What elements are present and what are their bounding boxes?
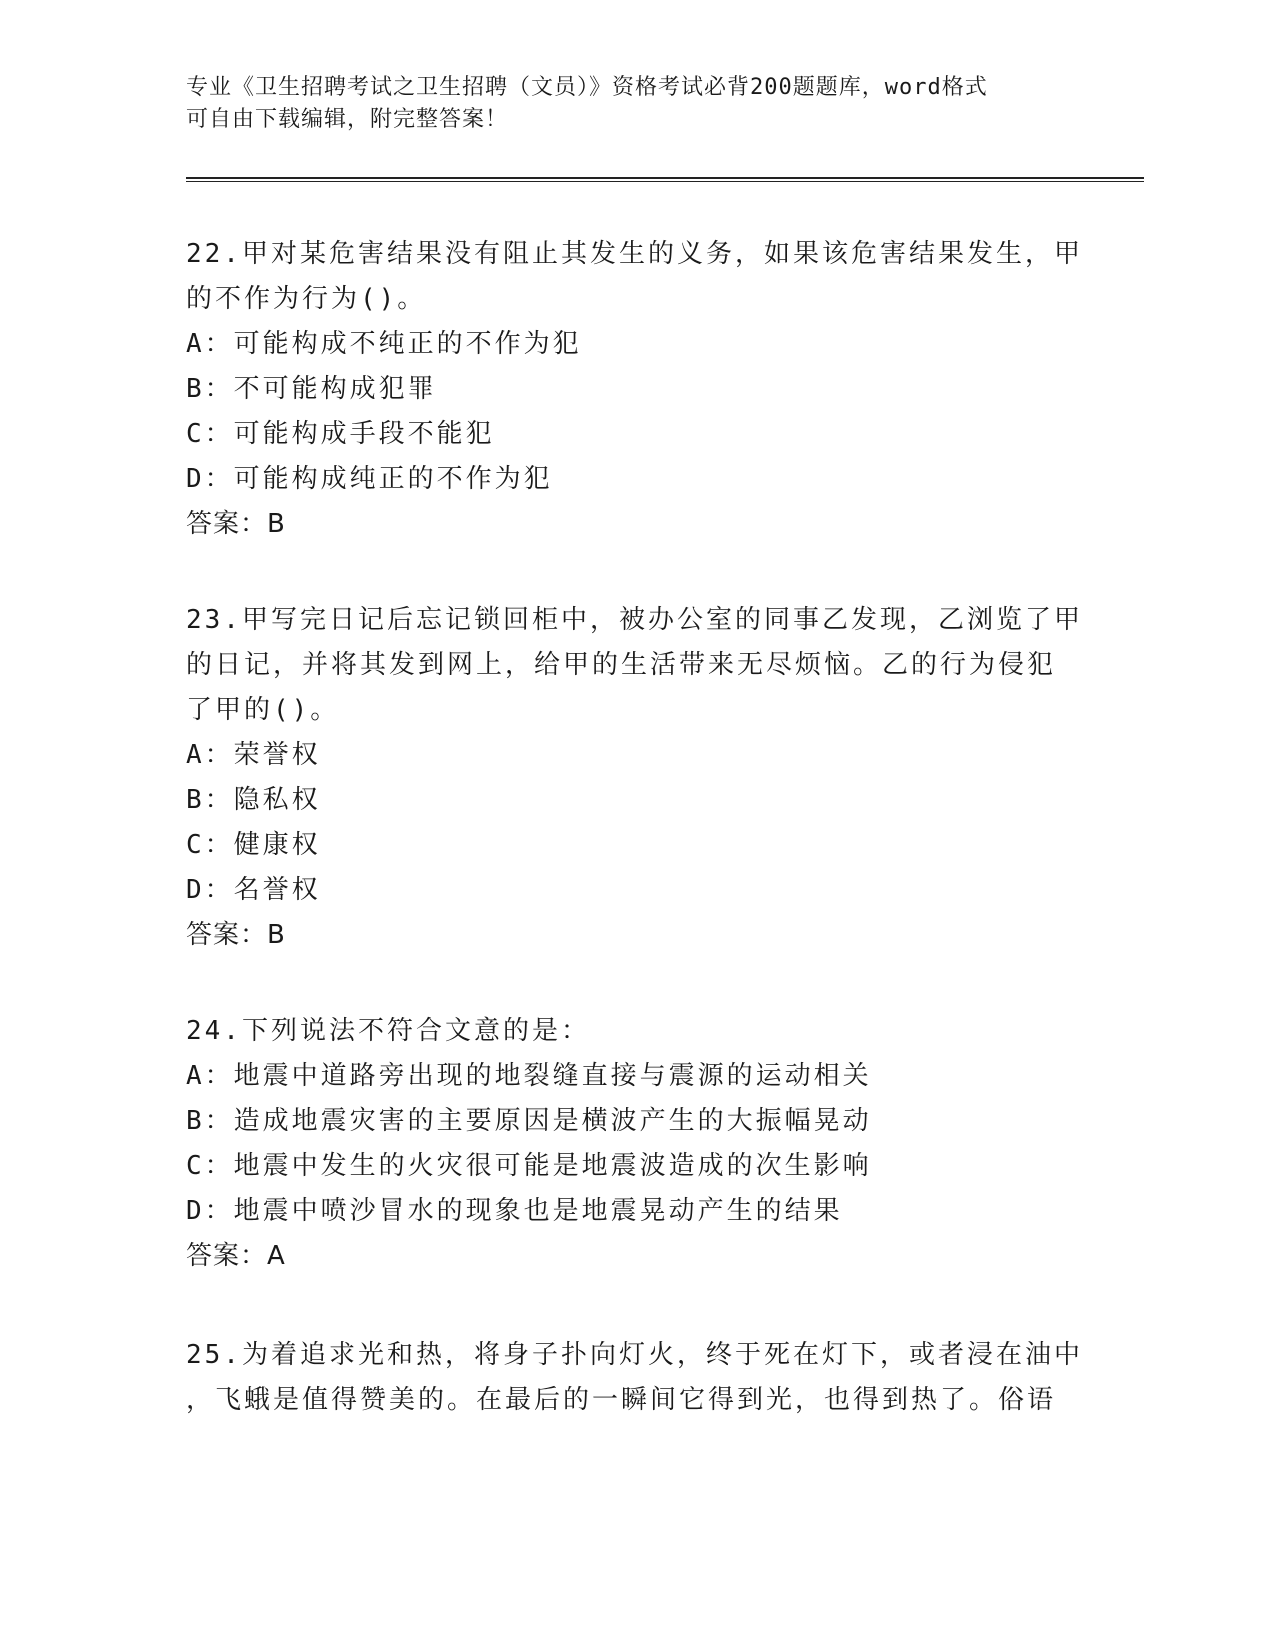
- answer-line: 答案：A: [186, 1241, 286, 1271]
- option-c: C：地震中发生的火灾很可能是地震波造成的次生影响: [186, 1151, 872, 1181]
- question-stem-line: 23.甲写完日记后忘记锁回柜中，被办公室的同事乙发现，乙浏览了甲: [186, 605, 1083, 635]
- header-title-line-2: 可自由下载编辑，附完整答案！: [186, 107, 509, 132]
- option-b: B：隐私权: [186, 785, 321, 815]
- question-stem-line: 的不作为行为()。: [186, 284, 427, 314]
- question-stem-line: 了甲的()。: [186, 695, 340, 725]
- option-c: C：可能构成手段不能犯: [186, 419, 495, 449]
- option-a: A：荣誉权: [186, 740, 321, 770]
- question-25: [186, 1333, 1083, 1423]
- answer-line: 答案：B: [186, 920, 286, 950]
- question-24: [186, 1009, 1066, 1279]
- question-23: [186, 598, 1083, 958]
- option-c: C：健康权: [186, 830, 321, 860]
- question-stem-line: ，飞蛾是值得赞美的。在最后的一瞬间它得到光，也得到热了。俗语: [186, 1385, 1057, 1415]
- option-a: A：地震中道路旁出现的地裂缝直接与震源的运动相关: [186, 1061, 872, 1091]
- question-stem-line: 24.下列说法不符合文意的是：: [186, 1016, 590, 1046]
- answer-line: 答案：B: [186, 509, 286, 539]
- question-22: [186, 232, 1083, 547]
- question-stem-line: 25.为着追求光和热，将身子扑向灯火，终于死在灯下，或者浸在油中: [186, 1340, 1083, 1370]
- header-title-line-1: 专业《卫生招聘考试之卫生招聘（文员）》资格考试必背200题题库，word格式: [186, 75, 988, 100]
- option-a: A：可能构成不纯正的不作为犯: [186, 329, 582, 359]
- option-b: B：造成地震灾害的主要原因是横波产生的大振幅晃动: [186, 1106, 872, 1136]
- question-stem-line: 22.甲对某危害结果没有阻止其发生的义务，如果该危害结果发生，甲: [186, 239, 1083, 269]
- option-d: D：名誉权: [186, 875, 321, 905]
- document-header: [186, 72, 1066, 136]
- option-b: B：不可能构成犯罪: [186, 374, 437, 404]
- option-d: D：可能构成纯正的不作为犯: [186, 464, 553, 494]
- option-d: D：地震中喷沙冒水的现象也是地震晃动产生的结果: [186, 1196, 843, 1226]
- question-stem-line: 的日记，并将其发到网上，给甲的生活带来无尽烦恼。乙的行为侵犯: [186, 650, 1057, 680]
- header-divider: [186, 177, 1144, 182]
